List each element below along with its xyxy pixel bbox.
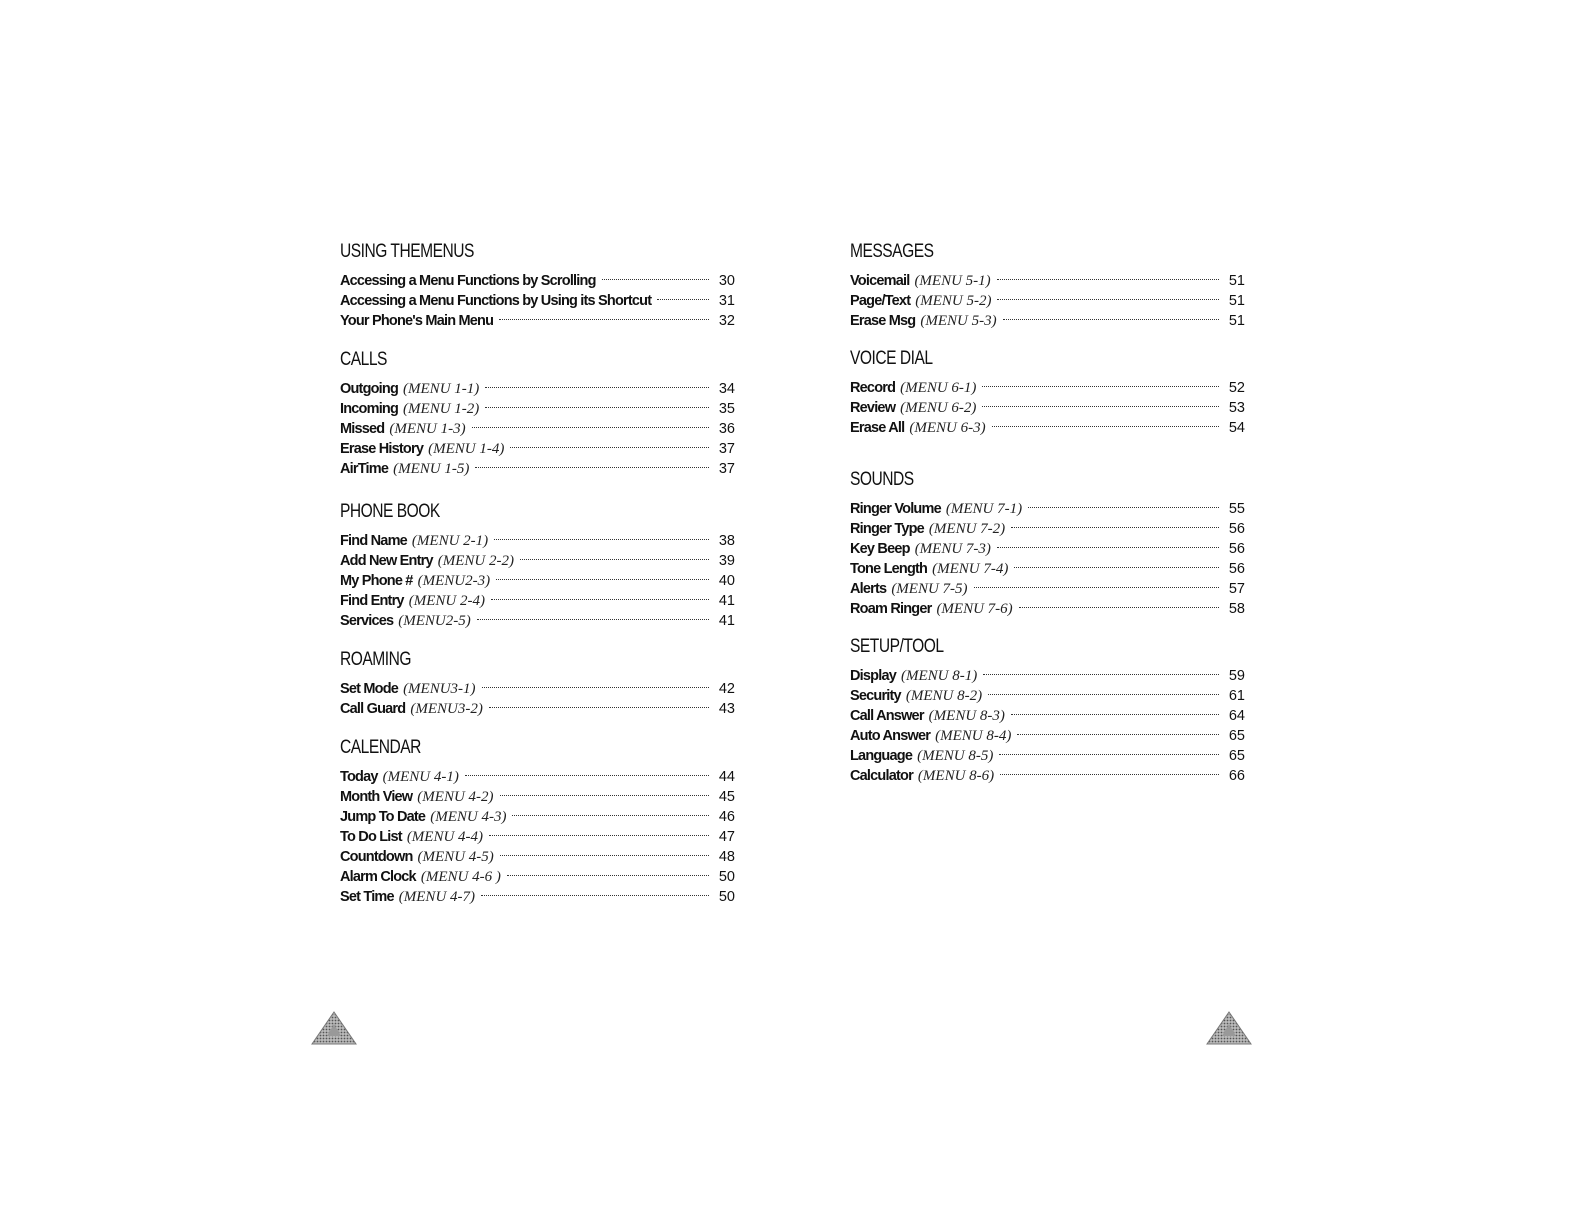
toc-section	[340, 500, 735, 631]
entry-page-number: 50	[718, 869, 735, 885]
entry-menu-code: (MENU 7-6)	[936, 601, 1013, 617]
entry-page-number: 34	[718, 381, 735, 397]
entry-label: Tone Length	[850, 561, 928, 577]
entry-label: Erase Msg	[850, 313, 916, 329]
toc-entry[interactable]	[850, 686, 1245, 706]
entry-menu-code: (MENU 4-3)	[430, 809, 507, 825]
toc-section	[340, 348, 735, 479]
entry-label: Erase History	[340, 441, 424, 457]
toc-entry[interactable]	[340, 807, 735, 827]
entry-menu-code: (MENU 7-3)	[914, 541, 991, 557]
dot-leader	[983, 673, 1219, 675]
dot-leader	[1000, 773, 1219, 775]
entry-menu-code: (MENU 6-1)	[900, 380, 977, 396]
dot-leader	[500, 854, 709, 856]
dot-leader	[485, 386, 709, 388]
entry-menu-code: (MENU 5-2)	[915, 293, 992, 309]
dot-leader	[494, 538, 709, 540]
entry-page-number: 39	[718, 553, 735, 569]
dot-leader	[507, 874, 709, 876]
entry-label: Security	[850, 688, 901, 704]
dot-leader	[997, 546, 1219, 548]
toc-section	[340, 736, 735, 907]
entry-page-number: 46	[718, 809, 735, 825]
entry-page-number: 44	[718, 769, 735, 785]
dot-leader	[500, 794, 709, 796]
section-heading: USING THEMENUS	[340, 241, 474, 262]
entry-page-number: 56	[1228, 561, 1245, 577]
entry-page-number: 61	[1228, 688, 1245, 704]
entry-menu-code: (MENU 6-2)	[900, 400, 977, 416]
entry-page-number: 54	[1228, 420, 1245, 436]
entry-page-number: 57	[1228, 581, 1245, 597]
entry-label: Erase All	[850, 420, 905, 436]
toc-entry[interactable]	[850, 559, 1245, 579]
toc-section	[340, 648, 735, 719]
dot-leader	[465, 774, 709, 776]
entry-page-number: 43	[718, 701, 735, 717]
toc-entry[interactable]	[340, 887, 735, 907]
entry-menu-code: (MENU 1-4)	[428, 441, 505, 457]
entry-page-number: 52	[1228, 380, 1245, 396]
toc-entry[interactable]	[850, 539, 1245, 559]
entry-page-number: 56	[1228, 541, 1245, 557]
triangle-icon	[310, 1010, 358, 1046]
entry-page-number: 50	[718, 889, 735, 905]
entry-menu-code: (MENU 1-2)	[403, 401, 480, 417]
toc-entry[interactable]	[340, 439, 735, 459]
dot-leader	[974, 586, 1219, 588]
toc-right-column	[850, 240, 1245, 786]
toc-entry[interactable]	[340, 271, 735, 291]
entry-page-number: 30	[718, 273, 735, 289]
entry-label: Alerts	[850, 581, 887, 597]
entry-menu-code: (MENU 2-2)	[437, 553, 514, 569]
entry-label: Month View	[340, 789, 413, 805]
entry-page-number: 65	[1228, 748, 1245, 764]
entry-menu-code: (MENU 5-3)	[920, 313, 997, 329]
entry-label: Countdown	[340, 849, 413, 865]
entry-menu-code: (MENU 4-5)	[417, 849, 494, 865]
toc-entry[interactable]	[340, 311, 735, 331]
dot-leader	[602, 278, 709, 280]
dot-leader	[1019, 606, 1219, 608]
toc-entry[interactable]	[340, 459, 735, 479]
entry-label: Alarm Clock	[340, 869, 416, 885]
section-heading: SOUNDS	[850, 469, 914, 490]
entry-label: Auto Answer	[850, 728, 931, 744]
entry-menu-code: (MENU 1-3)	[389, 421, 466, 437]
section-heading: PHONE BOOK	[340, 501, 440, 522]
entry-label: Ringer Type	[850, 521, 924, 537]
entry-label: Call Answer	[850, 708, 924, 724]
toc-entry[interactable]	[850, 271, 1245, 291]
toc-entry[interactable]	[850, 579, 1245, 599]
entry-menu-code: (MENU 4-4)	[406, 829, 484, 845]
entry-label: Your Phone's Main Menu	[340, 313, 494, 329]
entry-label: Today	[340, 769, 378, 785]
entry-menu-code: (MENU 2-4)	[408, 593, 485, 609]
dot-leader	[992, 425, 1219, 427]
entry-menu-code: (MENU 8-3)	[928, 708, 1005, 724]
toc-entry[interactable]	[340, 591, 735, 611]
toc-entry[interactable]	[340, 419, 735, 439]
entry-menu-code: (MENU 4-6 )	[420, 869, 501, 885]
entry-menu-code: (MENU 4-1)	[382, 769, 459, 785]
section-heading: SETUP/TOOL	[850, 636, 944, 657]
entry-label: Page/Text	[850, 293, 911, 309]
entry-label: Key Beep	[850, 541, 910, 557]
toc-entry[interactable]	[850, 666, 1245, 686]
dot-leader	[510, 446, 709, 448]
entry-label: Services	[340, 613, 394, 629]
entry-label: Review	[850, 400, 896, 416]
entry-menu-code: (MENU 8-5)	[917, 748, 994, 764]
dot-leader	[1011, 713, 1219, 715]
toc-entry[interactable]	[340, 827, 735, 847]
dot-leader	[481, 894, 709, 896]
entry-page-number: 40	[718, 573, 735, 589]
dot-leader	[482, 686, 709, 688]
dot-leader	[489, 706, 709, 708]
dot-leader	[997, 298, 1219, 300]
entry-label: Roam Ringer	[850, 601, 932, 617]
dot-leader	[982, 405, 1219, 407]
dot-leader	[491, 598, 709, 600]
dot-leader	[496, 578, 709, 580]
entry-label: AirTime	[340, 461, 389, 477]
toc-entry[interactable]	[340, 767, 735, 787]
entry-page-number: 36	[718, 421, 735, 437]
entry-page-number: 41	[718, 613, 735, 629]
dot-leader	[499, 318, 709, 320]
entry-menu-code: (MENU 8-6)	[917, 768, 995, 784]
entry-menu-code: (MENU3-2)	[410, 701, 483, 717]
entry-page-number: 65	[1228, 728, 1245, 744]
entry-label: Display	[850, 668, 896, 684]
dot-leader	[475, 466, 709, 468]
entry-label: Missed	[340, 421, 385, 437]
entry-label: Voicemail	[850, 273, 910, 289]
entry-page-number: 64	[1228, 708, 1245, 724]
entry-label: Accessing a Menu Functions by Using its Shortcut	[340, 293, 652, 309]
toc-entry[interactable]	[340, 571, 735, 591]
entry-page-number: 51	[1228, 313, 1245, 329]
section-heading: VOICE DIAL	[850, 348, 933, 369]
entry-menu-code: (MENU2-3)	[417, 573, 491, 589]
entry-page-number: 56	[1228, 521, 1245, 537]
entry-label: Calculator	[850, 768, 913, 784]
entry-label: Ringer Volume	[850, 501, 941, 517]
entry-label: To Do List	[340, 829, 402, 845]
entry-label: Set Mode	[340, 681, 399, 697]
entry-page-number: 32	[718, 313, 735, 329]
toc-section	[850, 347, 1245, 438]
entry-page-number: 53	[1228, 400, 1245, 416]
entry-page-number: 55	[1228, 501, 1245, 517]
entry-menu-code: (MENU 1-5)	[393, 461, 470, 477]
entry-menu-code: (MENU 1-1)	[403, 381, 480, 397]
dot-leader	[1003, 318, 1219, 320]
dot-leader	[472, 426, 709, 428]
toc-entry[interactable]	[340, 867, 735, 887]
entry-label: My Phone #	[340, 573, 413, 589]
dot-leader	[997, 278, 1219, 280]
entry-page-number: 45	[718, 789, 735, 805]
section-heading: MESSAGES	[850, 241, 934, 262]
entry-page-number: 42	[718, 681, 735, 697]
dot-leader	[1011, 526, 1219, 528]
entry-label: Record	[850, 380, 896, 396]
toc-entry[interactable]	[850, 418, 1245, 438]
dot-leader	[489, 834, 709, 836]
dot-leader	[982, 385, 1219, 387]
toc-entry[interactable]	[340, 399, 735, 419]
toc-entry[interactable]	[850, 499, 1245, 519]
toc-section	[850, 240, 1245, 331]
dot-leader	[477, 618, 709, 620]
entry-label: Call Guard	[340, 701, 406, 717]
dot-leader	[520, 558, 709, 560]
section-heading: CALLS	[340, 349, 387, 370]
toc-entry[interactable]	[340, 787, 735, 807]
entry-menu-code: (MENU 8-1)	[900, 668, 978, 684]
entry-label: Accessing a Menu Functions by Scrolling	[340, 273, 596, 289]
toc-entry[interactable]	[340, 611, 735, 631]
entry-page-number: 37	[718, 461, 735, 477]
toc-entry[interactable]	[850, 519, 1245, 539]
dot-leader	[999, 753, 1219, 755]
entry-page-number: 58	[1228, 601, 1245, 617]
dot-leader	[1014, 566, 1219, 568]
entry-menu-code: (MENU 7-2)	[928, 521, 1006, 537]
dot-leader	[512, 814, 709, 816]
entry-label: Outgoing	[340, 381, 399, 397]
entry-label: Language	[850, 748, 913, 764]
entry-menu-code: (MENU 2-1)	[411, 533, 489, 549]
toc-entry[interactable]	[340, 699, 735, 719]
entry-label: Incoming	[340, 401, 399, 417]
entry-menu-code: (MENU 5-1)	[914, 273, 991, 289]
toc-section	[850, 635, 1245, 786]
entry-label: Set Time	[340, 889, 394, 905]
entry-page-number: 51	[1228, 273, 1245, 289]
entry-menu-code: (MENU 7-1)	[945, 501, 1023, 517]
entry-page-number: 48	[718, 849, 735, 865]
dot-leader	[657, 298, 709, 300]
entry-page-number: 37	[718, 441, 735, 457]
toc-entry[interactable]	[340, 551, 735, 571]
entry-label: Jump To Date	[340, 809, 426, 825]
entry-menu-code: (MENU 8-4)	[935, 728, 1012, 744]
toc-entry[interactable]	[850, 599, 1245, 619]
entry-menu-code: (MENU3-1)	[403, 681, 476, 697]
dot-leader	[1028, 506, 1219, 508]
dot-leader	[485, 406, 709, 408]
entry-page-number: 47	[718, 829, 735, 845]
entry-label: Find Name	[340, 533, 407, 549]
entry-menu-code: (MENU 8-2)	[905, 688, 983, 704]
toc-entry[interactable]	[340, 679, 735, 699]
entry-menu-code: (MENU 4-2)	[417, 789, 494, 805]
entry-menu-code: (MENU 4-7)	[398, 889, 476, 905]
toc-entry[interactable]	[850, 311, 1245, 331]
toc-entry[interactable]	[850, 706, 1245, 726]
toc-section	[340, 240, 735, 331]
toc-entry[interactable]	[850, 291, 1245, 311]
toc-entry[interactable]	[850, 398, 1245, 418]
toc-entry[interactable]	[850, 378, 1245, 398]
toc-entry[interactable]	[340, 847, 735, 867]
toc-entry[interactable]	[340, 531, 735, 551]
dot-leader	[988, 693, 1219, 695]
triangle-icon	[1205, 1010, 1253, 1046]
entry-menu-code: (MENU2-5)	[398, 613, 471, 629]
toc-entry[interactable]	[850, 726, 1245, 746]
toc-entry[interactable]	[850, 766, 1245, 786]
toc-entry[interactable]	[340, 379, 735, 399]
entry-menu-code: (MENU 7-4)	[932, 561, 1009, 577]
entry-page-number: 38	[718, 533, 735, 549]
entry-label: Find Entry	[340, 593, 404, 609]
entry-menu-code: (MENU 7-5)	[891, 581, 968, 597]
section-heading: CALENDAR	[340, 737, 421, 758]
entry-page-number: 41	[718, 593, 735, 609]
toc-left-column	[340, 240, 735, 907]
dot-leader	[1017, 733, 1219, 735]
entry-page-number: 31	[718, 293, 735, 309]
entry-page-number: 35	[718, 401, 735, 417]
entry-label: Add New Entry	[340, 553, 433, 569]
toc-section	[850, 468, 1245, 619]
entry-menu-code: (MENU 6-3)	[909, 420, 986, 436]
toc-entry[interactable]	[850, 746, 1245, 766]
entry-page-number: 59	[1228, 668, 1245, 684]
entry-page-number: 66	[1228, 768, 1245, 784]
section-heading: ROAMING	[340, 649, 412, 670]
toc-entry[interactable]	[340, 291, 735, 311]
entry-page-number: 51	[1228, 293, 1245, 309]
